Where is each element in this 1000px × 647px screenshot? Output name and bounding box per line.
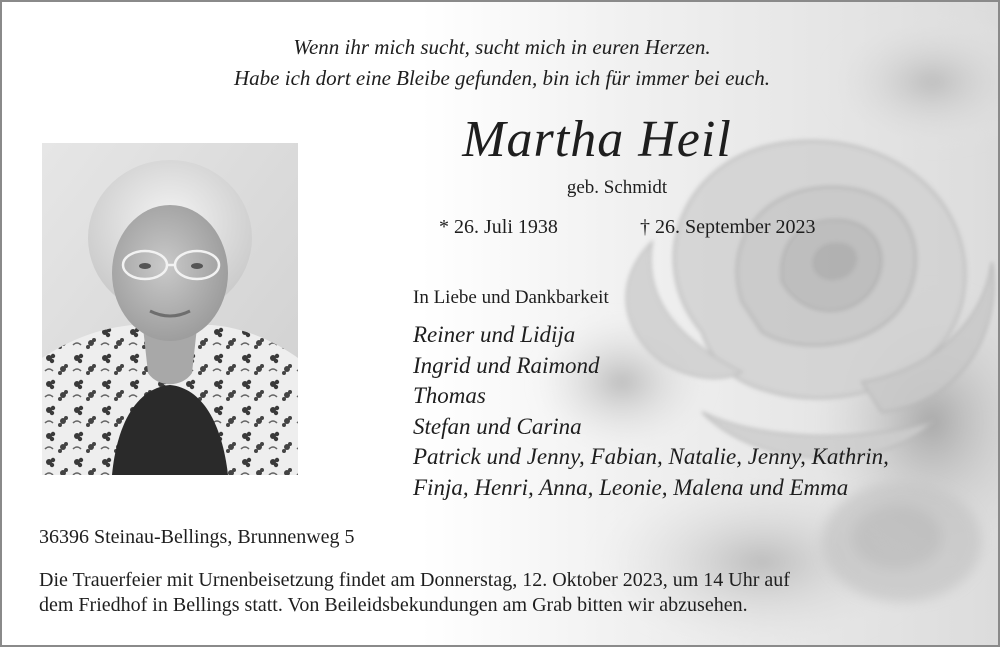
death-date: † 26. September 2023 — [640, 216, 816, 238]
mourner-line: Patrick und Jenny, Fabian, Natalie, Jenny, Kathrin, — [413, 444, 889, 469]
portrait-photo — [42, 143, 298, 475]
service-line-2: dem Friedhof in Bellings statt. Von Beileidsbekundungen am Grab bitten wir abzusehen. — [39, 594, 748, 616]
birth-date: * 26. Juli 1938 — [439, 216, 558, 238]
mourner-line: Stefan und Carina — [413, 413, 582, 439]
verse-line-1: Wenn ihr mich sucht, sucht mich in euren Herzen. — [293, 35, 711, 59]
deceased-name: Martha Heil — [462, 111, 732, 168]
maiden-name: geb. Schmidt — [566, 177, 668, 198]
memorial-verse — [2, 32, 1000, 94]
portrait-photo-icon — [42, 143, 298, 475]
service-line-1: Die Trauerfeier mit Urnenbeisetzung findet am Donnerstag, 12. Oktober 2023, um 14 Uhr auf — [39, 569, 790, 591]
mourner-line: Ingrid und Raimond — [413, 352, 600, 378]
verse-line-2: Habe ich dort eine Bleibe gefunden, bin ich für immer bei euch. — [234, 66, 770, 90]
mourner-line: Thomas — [413, 383, 486, 408]
mourner-line: Finja, Henri, Anna, Leonie, Malena und Emma — [413, 474, 849, 500]
family-address: 36396 Steinau-Bellings, Brunnenweg 5 — [39, 526, 355, 548]
mourners-list — [413, 320, 889, 503]
mourners-intro: In Liebe und Dankbarkeit — [413, 287, 609, 308]
mourner-line: Reiner und Lidija — [413, 322, 576, 347]
service-notice — [39, 568, 979, 618]
